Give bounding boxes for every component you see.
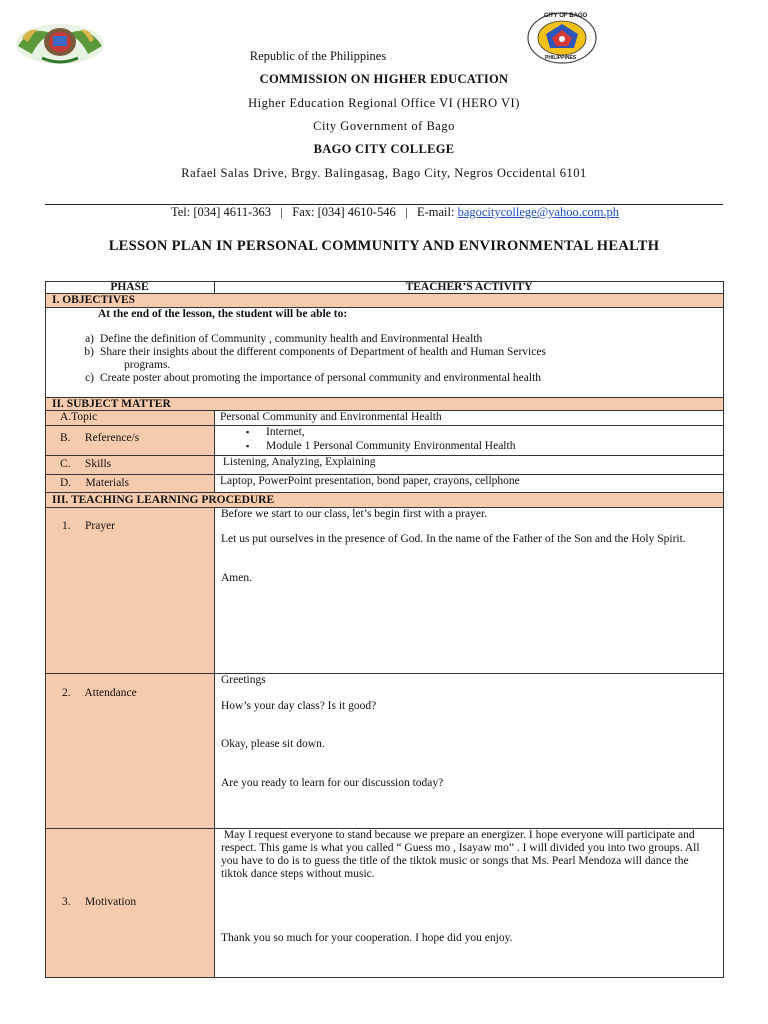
header-city-gov: City Government of Bago bbox=[313, 119, 455, 133]
motivation-label: 3. Motivation bbox=[62, 896, 137, 908]
attendance-greetings: Greetings bbox=[221, 674, 266, 686]
objective-b-letter: b) bbox=[84, 346, 94, 358]
seal-text-bottom: PHILIPPINES bbox=[545, 55, 577, 61]
attendance-ready: Are you ready to learn for our discussion today? bbox=[221, 777, 444, 789]
seal-text: CITY OF BAGO bbox=[544, 13, 588, 19]
objective-c bbox=[72, 372, 541, 385]
col-phase-header: PHASE bbox=[110, 281, 149, 293]
prayer-text: Let us put ourselves in the presence of God. In the name of the Father of the Son and the Holy Spirit. bbox=[221, 533, 686, 545]
subject-matter-heading: II. SUBJECT MATTER bbox=[52, 398, 171, 410]
reference-item-2: ▪ Module 1 Personal Community Environmental Health bbox=[266, 440, 515, 453]
objective-c-letter: c) bbox=[85, 372, 94, 384]
header-rule bbox=[45, 204, 723, 205]
objective-a-text: Define the definition of Community , community health and Environmental Health bbox=[100, 333, 483, 345]
objectives-heading: I. OBJECTIVES bbox=[52, 294, 136, 306]
attendance-question: How’s your day class? Is it good? bbox=[221, 700, 377, 712]
attendance-label: 2. Attendance bbox=[62, 687, 137, 699]
objective-c-text: Create poster about promoting the importance of personal community and environmental health bbox=[100, 372, 542, 384]
objective-a-letter: a) bbox=[85, 333, 94, 345]
objectives-intro: At the end of the lesson, the student will be able to: bbox=[98, 308, 348, 320]
prayer-intro: Before we start to our class, let’s begin first with a prayer. bbox=[221, 508, 488, 520]
document-title: LESSON PLAN IN PERSONAL COMMUNITY AND ENVIRONMENTAL HEALTH bbox=[108, 238, 660, 254]
materials-value: Laptop, PowerPoint presentation, bond paper, crayons, cellphone bbox=[220, 475, 520, 487]
skills-value: Listening, Analyzing, Explaining bbox=[220, 456, 376, 468]
contact-info: Tel: [034] 4611-363 | Fax: [034] 4610-546 | E-mail: bbox=[170, 205, 458, 219]
procedure-heading: III. TEACHING LEARNING PROCEDURE bbox=[52, 494, 275, 506]
header-republic: Republic of the Philippines bbox=[249, 49, 387, 63]
topic-value: Personal Community and Environmental Health bbox=[220, 411, 442, 423]
prayer-label: 1. Prayer bbox=[62, 520, 116, 532]
reference-item-1: ▪ Internet, bbox=[266, 426, 305, 439]
email-link[interactable]: bagocitycollege@yahoo.com.ph bbox=[457, 205, 620, 219]
topic-label: A.Topic bbox=[60, 411, 98, 423]
attendance-sit: Okay, please sit down. bbox=[221, 738, 325, 750]
objective-a bbox=[72, 333, 482, 346]
col-activity-header: TEACHER’S ACTIVITY bbox=[405, 281, 533, 293]
skills-label: C. Skills bbox=[60, 458, 112, 470]
prayer-amen: Amen. bbox=[221, 572, 252, 584]
header-ched: COMMISSION ON HIGHER EDUCATION bbox=[259, 72, 509, 86]
objective-b bbox=[72, 346, 546, 359]
header-college: BAGO CITY COLLEGE bbox=[313, 142, 455, 156]
header-address: Rafael Salas Drive, Brgy. Balingasag, Bago City, Negros Occidental 6101 bbox=[181, 166, 587, 180]
motivation-instructions: May I request everyone to stand because we prepare an energizer. I hope everyone will participate and respect. This game is what you called “ Guess mo , Isayaw mo” . I will divided you into two groups. All you have to do is to guess the title of the tiktok music or songs that Ms. Pearl Mendoza will dance the tiktok dance steps without music. bbox=[221, 829, 703, 880]
materials-label: D. Materials bbox=[60, 477, 129, 489]
section-objectives bbox=[45, 293, 724, 308]
header-hero: Higher Education Regional Office VI (HERO VI) bbox=[248, 96, 520, 110]
objective-b-text: Share their insights about the different components of Department of health and Human Services bbox=[100, 346, 546, 358]
objective-b-cont: programs. bbox=[124, 359, 171, 371]
reference-label: B. Reference/s bbox=[60, 432, 140, 444]
attendance-content-cell bbox=[214, 673, 724, 829]
motivation-thanks: Thank you so much for your cooperation. I hope did you enjoy. bbox=[221, 932, 513, 944]
